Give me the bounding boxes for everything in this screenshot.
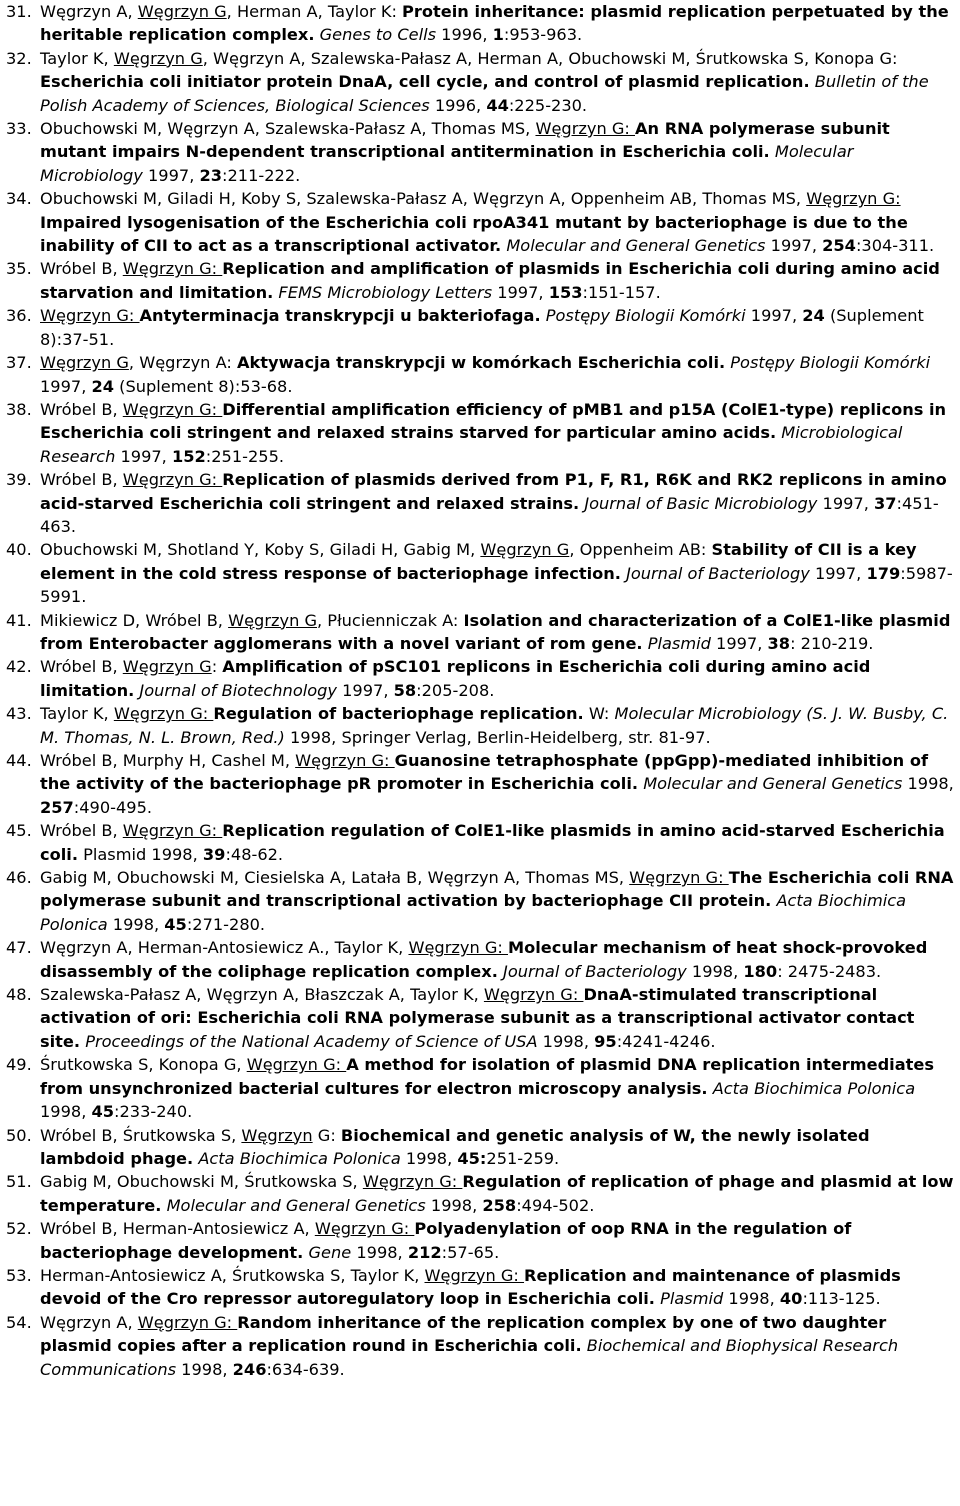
reference-title: Replication regulation of ColE1-like plasmids in amino acid-starved Escherichia coli. bbox=[40, 821, 945, 864]
reference-segment: 1997, bbox=[817, 493, 875, 513]
reference-highlighted-author: Węgrzyn G: bbox=[314, 1219, 415, 1239]
reference-title: 153 bbox=[548, 282, 583, 302]
reference-number: 33. bbox=[6, 119, 32, 139]
reference-number: 38. bbox=[6, 399, 32, 419]
reference-item bbox=[0, 468, 960, 538]
reference-title: A method for isolation of plasmid DNA replication intermediates from unsynchronized bacterial cultures for electron microscopy analysis. bbox=[40, 1055, 935, 1098]
reference-journal: Journal of Bacteriology bbox=[626, 563, 810, 583]
reference-segment: (Suplement 8):53-68. bbox=[114, 376, 293, 396]
reference-number: 49. bbox=[6, 1055, 32, 1075]
reference-highlighted-author: Węgrzyn G: bbox=[40, 306, 140, 326]
reference-title: Antyterminacja transkrypcji u bakteriofaga. bbox=[139, 306, 541, 326]
reference-journal: Journal of Basic Microbiology bbox=[584, 493, 818, 513]
reference-text bbox=[40, 1219, 851, 1261]
reference-item bbox=[0, 702, 960, 749]
reference-segment: 1997, bbox=[40, 376, 92, 396]
reference-title: 212 bbox=[407, 1242, 442, 1262]
reference-title: 44 bbox=[486, 95, 509, 115]
reference-highlighted-author: Węgrzyn G bbox=[137, 2, 227, 21]
reference-number: 45. bbox=[6, 821, 32, 841]
reference-segment: Wróbel B, Murphy H, Cashel M, bbox=[40, 751, 296, 770]
reference-title: Isolation and characterization of a ColE1-like plasmid from Enterobacter agglomerans with a novel variant of rom gene. bbox=[40, 610, 951, 653]
reference-item bbox=[0, 983, 960, 1053]
reference-highlighted-author: Węgrzyn G: bbox=[246, 1055, 347, 1075]
reference-segment: 1996, bbox=[429, 95, 487, 115]
reference-title: 40 bbox=[779, 1289, 803, 1309]
reference-segment: , Węgrzyn A, Szalewska-Pałasz A, Herman A, Obuchowski M, Śrutkowska S, Konopa G: bbox=[202, 48, 898, 68]
reference-title: 45 bbox=[91, 1102, 115, 1122]
reference-segment: :451-463. bbox=[40, 493, 939, 536]
reference-segment: :48-62. bbox=[225, 844, 284, 864]
reference-segment: Mikiewicz D, Wróbel B, bbox=[40, 610, 229, 630]
reference-segment: 1997, bbox=[336, 680, 394, 700]
reference-segment: Wróbel B, bbox=[40, 657, 123, 677]
reference-number: 52. bbox=[6, 1219, 32, 1239]
reference-title: 24 bbox=[802, 306, 825, 326]
reference-segment: Obuchowski M, Węgrzyn A, Szalewska-Pałasz A, Thomas MS, bbox=[40, 119, 536, 139]
reference-title: 45: bbox=[457, 1148, 487, 1168]
reference-title: 246 bbox=[232, 1359, 267, 1379]
reference-title: 38 bbox=[767, 633, 791, 653]
reference-item bbox=[0, 398, 960, 468]
reference-title: Amplification of pSC101 replicons in Escherichia coli during amino acid limitation. bbox=[40, 657, 871, 700]
reference-text bbox=[40, 751, 954, 817]
reference-segment: :4241-4246. bbox=[616, 1031, 716, 1051]
reference-highlighted-author: Węgrzyn G: bbox=[137, 1312, 238, 1332]
reference-title: Stability of CII is a key element in the cold stress response of bacteriophage infection. bbox=[40, 540, 917, 583]
reference-segment: :251-255. bbox=[205, 446, 285, 466]
reference-text bbox=[40, 1266, 901, 1308]
reference-item bbox=[0, 117, 960, 187]
reference-text bbox=[40, 611, 950, 653]
reference-segment: , Węgrzyn A: bbox=[128, 353, 237, 373]
reference-highlighted-author: Węgrzyn G: bbox=[362, 1172, 463, 1192]
reference-item bbox=[0, 1053, 960, 1123]
reference-segment: 1998, bbox=[686, 961, 744, 981]
reference-highlighted-author: Węgrzyn bbox=[241, 1125, 313, 1145]
reference-segment: W: bbox=[583, 704, 615, 724]
reference-number: 40. bbox=[6, 540, 32, 560]
reference-title: 58 bbox=[393, 680, 417, 700]
reference-segment: Gabig M, Obuchowski M, Śrutkowska S, bbox=[40, 1172, 363, 1192]
reference-title: Regulation of bacteriophage replication. bbox=[213, 704, 584, 724]
reference-title: 258 bbox=[482, 1195, 517, 1215]
reference-segment: 1998, bbox=[723, 1289, 780, 1309]
reference-item bbox=[0, 1264, 960, 1311]
reference-journal: Molecular Microbiology bbox=[40, 142, 854, 185]
reference-journal: Acta Biochimica Polonica bbox=[198, 1148, 401, 1168]
reference-item bbox=[0, 538, 960, 608]
reference-segment: : bbox=[211, 657, 223, 677]
reference-segment: 1998, Springer Verlag, Berlin-Heidelberg, str. 81-97. bbox=[284, 727, 711, 747]
reference-segment: Taylor K, bbox=[40, 48, 114, 68]
reference-title: Polyadenylation of oop RNA in the regulation of bacteriophage development. bbox=[40, 1219, 852, 1262]
reference-text bbox=[40, 2, 949, 44]
reference-journal: FEMS Microbiology Letters bbox=[278, 282, 493, 302]
reference-text bbox=[40, 938, 927, 980]
reference-title: 254 bbox=[822, 236, 856, 256]
reference-journal: Acta Biochimica Polonica bbox=[712, 1078, 916, 1098]
reference-text bbox=[40, 119, 890, 185]
reference-segment: (Suplement 8):37-51. bbox=[40, 306, 924, 349]
reference-item bbox=[0, 257, 960, 304]
reference-segment: 1997, bbox=[745, 306, 803, 326]
reference-text bbox=[40, 657, 870, 699]
reference-title: The Escherichia coli RNA polymerase subunit and transcriptional activation by bacteriophage CII protein. bbox=[40, 868, 954, 911]
reference-title: 179 bbox=[866, 563, 901, 583]
reference-journal: Bulletin of the Polish Academy of Sciences, Biological Sciences bbox=[40, 72, 929, 115]
reference-journal: Molecular Microbiology (S. J. W. Busby, C. M. Thomas, N. L. Brown, Red.) bbox=[40, 704, 949, 747]
reference-text bbox=[40, 540, 953, 606]
reference-segment: 1996, bbox=[436, 25, 493, 45]
reference-item bbox=[0, 866, 960, 936]
reference-segment: Wróbel B, bbox=[40, 259, 123, 279]
reference-text bbox=[40, 1313, 898, 1379]
reference-segment: Węgrzyn A, bbox=[40, 1312, 138, 1332]
reference-segment: :634-639. bbox=[266, 1359, 345, 1379]
reference-journal: Molecular and General Genetics bbox=[506, 236, 766, 256]
reference-title: 23 bbox=[199, 165, 223, 185]
reference-title: Differential amplification efficiency of pMB1 and p15A (ColE1-type) replicons in Escherichia coli stringent and relaxed strains starved for particular amino acids. bbox=[40, 399, 947, 443]
reference-segment: :113-125. bbox=[802, 1289, 881, 1309]
reference-title: DnaA-stimulated transcriptional activation of ori: Escherichia coli RNA polymerase subunit as a transcriptional activator contact site. bbox=[40, 985, 915, 1051]
reference-journal: Biochemical and Biophysical Research Communications bbox=[40, 1336, 899, 1379]
reference-segment: :304-311. bbox=[855, 236, 935, 256]
reference-number: 31. bbox=[6, 2, 32, 21]
reference-segment: 1998, bbox=[400, 1148, 458, 1168]
reference-segment: : 2475-2483. bbox=[777, 961, 882, 981]
reference-segment: , Herman A, Taylor K: bbox=[226, 2, 403, 21]
reference-number: 39. bbox=[6, 470, 32, 490]
reference-segment: 1997, bbox=[710, 633, 768, 653]
reference-text bbox=[40, 306, 924, 348]
reference-number: 48. bbox=[6, 985, 32, 1005]
reference-text bbox=[40, 353, 930, 395]
reference-journal: Plasmid bbox=[660, 1289, 724, 1309]
reference-highlighted-author: Węgrzyn G bbox=[480, 540, 570, 560]
reference-segment: , Płucienniczak A: bbox=[317, 610, 464, 630]
reference-number: 54. bbox=[6, 1312, 32, 1332]
reference-segment: Wróbel B, bbox=[40, 821, 123, 841]
reference-segment: :151-157. bbox=[582, 282, 661, 302]
reference-text bbox=[40, 985, 914, 1051]
reference-text bbox=[40, 470, 947, 536]
reference-highlighted-author: Węgrzyn G bbox=[40, 353, 129, 373]
reference-highlighted-author: Węgrzyn G bbox=[228, 610, 318, 630]
reference-item bbox=[0, 187, 960, 257]
reference-journal: Plasmid bbox=[647, 633, 711, 653]
reference-number: 35. bbox=[6, 259, 32, 279]
reference-item bbox=[0, 1217, 960, 1264]
reference-text bbox=[40, 49, 929, 115]
reference-title: 180 bbox=[743, 961, 778, 981]
reference-text bbox=[40, 259, 940, 301]
reference-item bbox=[0, 1311, 960, 1381]
reference-title: Random inheritance of the replication complex by one of two daughter plasmid copies after a replication round in Escherichia coli. bbox=[40, 1312, 887, 1356]
reference-segment: Węgrzyn A, Herman-Antosiewicz A., Taylor K, bbox=[40, 938, 409, 958]
reference-segment: 1998, bbox=[107, 914, 165, 934]
reference-segment: 1998, bbox=[351, 1242, 408, 1262]
reference-number: 41. bbox=[6, 610, 32, 630]
reference-journal: Acta Biochimica Polonica bbox=[40, 891, 907, 934]
reference-highlighted-author: Węgrzyn G: bbox=[122, 399, 223, 419]
reference-segment: Śrutkowska S, Konopa G, bbox=[40, 1055, 247, 1075]
reference-title: 39 bbox=[202, 844, 226, 864]
reference-text bbox=[40, 704, 948, 746]
reference-journal: Journal of Bacteriology bbox=[503, 961, 687, 981]
reference-segment: Węgrzyn A, bbox=[40, 2, 138, 21]
reference-title: Molecular mechanism of heat shock-provoked disassembly of the coliphage replication complex. bbox=[40, 938, 928, 981]
reference-title: Replication and amplification of plasmids in Escherichia coli during amino acid starvation and limitation. bbox=[40, 259, 940, 302]
reference-segment: Wróbel B, bbox=[40, 470, 123, 490]
reference-journal: Molecular and General Genetics bbox=[643, 774, 903, 794]
reference-segment: :225-230. bbox=[508, 95, 588, 115]
reference-segment: :211-222. bbox=[222, 165, 301, 185]
reference-item bbox=[0, 819, 960, 866]
reference-title: Biochemical and genetic analysis of W, the newly isolated lambdoid phage. bbox=[40, 1125, 870, 1168]
reference-item bbox=[0, 1170, 960, 1217]
reference-segment: Obuchowski M, Giladi H, Koby S, Szalewska-Pałasz A, Węgrzyn A, Oppenheim AB, Thomas MS, bbox=[40, 189, 807, 209]
reference-journal: Journal of Biotechnology bbox=[139, 680, 337, 700]
reference-number: 50. bbox=[6, 1125, 32, 1145]
reference-segment: , Oppenheim AB: bbox=[569, 540, 712, 560]
reference-number: 42. bbox=[6, 657, 32, 677]
reference-segment: 1998, bbox=[425, 1195, 483, 1215]
reference-journal: Microbiological Research bbox=[40, 423, 903, 466]
reference-journal: Postępy Biologii Komórki bbox=[545, 306, 746, 326]
reference-segment: :953-963. bbox=[503, 25, 583, 45]
reference-text bbox=[40, 1055, 934, 1121]
reference-text bbox=[40, 868, 953, 934]
reference-segment: Herman-Antosiewicz A, Śrutkowska S, Taylor K, bbox=[40, 1265, 425, 1285]
reference-item bbox=[0, 936, 960, 983]
reference-highlighted-author: Węgrzyn G: bbox=[295, 751, 395, 770]
reference-segment: :494-502. bbox=[516, 1195, 595, 1215]
reference-title: An RNA polymerase subunit mutant impairs N-dependent transcriptional antitermination in Escherichia coli. bbox=[40, 119, 890, 162]
reference-segment: 1997, bbox=[809, 563, 867, 583]
reference-segment: Taylor K, bbox=[40, 704, 114, 724]
reference-number: 47. bbox=[6, 938, 32, 958]
reference-segment: 1998, bbox=[902, 774, 954, 794]
reference-item bbox=[0, 1124, 960, 1171]
reference-highlighted-author: Węgrzyn G: bbox=[806, 189, 901, 209]
reference-segment: :5987-5991. bbox=[40, 563, 953, 607]
reference-segment: :271-280. bbox=[186, 914, 266, 934]
reference-title: Guanosine tetraphosphate (ppGpp)-mediated inhibition of the activity of the bacteriophage pR promoter in Escherichia coli. bbox=[40, 751, 928, 794]
reference-title: 95 bbox=[594, 1031, 617, 1051]
reference-title: Replication of plasmids derived from P1, F, R1, R6K and RK2 replicons in amino acid-starved Escherichia coli stringent and relaxed strains. bbox=[40, 470, 947, 513]
reference-highlighted-author: Węgrzyn G bbox=[113, 48, 203, 68]
reference-segment: Gabig M, Obuchowski M, Ciesielska A, Latała B, Węgrzyn A, Thomas MS, bbox=[40, 868, 630, 888]
reference-segment: :233-240. bbox=[114, 1102, 193, 1122]
reference-highlighted-author: Węgrzyn G: bbox=[122, 821, 223, 841]
reference-highlighted-author: Węgrzyn G: bbox=[113, 704, 214, 724]
reference-segment: Szalewska-Pałasz A, Węgrzyn A, Błaszczak A, Taylor K, bbox=[40, 985, 484, 1005]
reference-segment: 1998, bbox=[537, 1031, 595, 1051]
reference-number: 53. bbox=[6, 1265, 32, 1285]
reference-number: 43. bbox=[6, 704, 32, 724]
reference-title: Replication and maintenance of plasmids devoid of the Cro repressor autoregulatory loop in Escherichia coli. bbox=[40, 1265, 901, 1309]
reference-text bbox=[40, 821, 945, 863]
reference-journal: Proceedings of the National Academy of Science of USA bbox=[85, 1031, 538, 1051]
reference-title: 1 bbox=[492, 25, 504, 45]
reference-number: 46. bbox=[6, 868, 32, 888]
reference-number: 44. bbox=[6, 751, 32, 770]
reference-segment: 1997, bbox=[765, 236, 823, 256]
reference-segment: Plasmid 1998, bbox=[77, 844, 203, 864]
reference-journal: Postępy Biologii Komórki bbox=[730, 353, 931, 373]
reference-highlighted-author: Węgrzyn G bbox=[122, 657, 212, 677]
reference-segment: : 210-219. bbox=[790, 633, 874, 653]
reference-journal: Gene bbox=[308, 1242, 352, 1262]
reference-highlighted-author: Węgrzyn G: bbox=[122, 470, 223, 490]
reference-journal: Genes to Cells bbox=[319, 25, 437, 45]
reference-item bbox=[0, 304, 960, 351]
reference-segment: 1997, bbox=[115, 446, 172, 466]
reference-title: 152 bbox=[171, 446, 206, 466]
reference-segment: G: bbox=[312, 1125, 341, 1145]
reference-segment: Wróbel B, bbox=[40, 399, 123, 419]
reference-number: 37. bbox=[6, 353, 32, 373]
reference-item bbox=[0, 351, 960, 398]
reference-item bbox=[0, 0, 960, 47]
reference-segment: 1997, bbox=[142, 165, 200, 185]
reference-segment: Wróbel B, Herman-Antosiewicz A, bbox=[40, 1219, 315, 1239]
reference-title: Regulation of replication of phage and plasmid at low temperature. bbox=[40, 1172, 954, 1215]
reference-item bbox=[0, 609, 960, 656]
reference-title: Escherichia coli initiator protein DnaA, cell cycle, and control of plasmid replication. bbox=[40, 72, 810, 92]
reference-title: Aktywacja transkrypcji w komórkach Escherichia coli. bbox=[236, 353, 726, 373]
reference-highlighted-author: Węgrzyn G: bbox=[535, 119, 635, 139]
reference-segment: :57-65. bbox=[441, 1242, 500, 1262]
reference-journal: Molecular and General Genetics bbox=[166, 1195, 426, 1215]
reference-text bbox=[40, 400, 946, 466]
reference-segment: 1998, bbox=[176, 1359, 233, 1379]
reference-highlighted-author: Węgrzyn G: bbox=[483, 985, 584, 1005]
reference-title: 45 bbox=[164, 914, 187, 934]
reference-title: Protein inheritance: plasmid replication perpetuated by the heritable replication complex. bbox=[40, 2, 949, 45]
reference-text bbox=[40, 1126, 870, 1168]
reference-segment: 251-259. bbox=[486, 1148, 560, 1168]
reference-number: 34. bbox=[6, 189, 32, 209]
reference-segment: :490-495. bbox=[73, 797, 153, 817]
reference-number: 36. bbox=[6, 306, 32, 326]
reference-segment: :205-208. bbox=[416, 680, 495, 700]
reference-text bbox=[40, 1172, 953, 1214]
reference-segment: Wróbel B, Śrutkowska S, bbox=[40, 1125, 242, 1145]
reference-item bbox=[0, 47, 960, 117]
reference-title: Impaired lysogenisation of the Escherichia coli rpoA341 mutant by bacteriophage is due to the inability of CII to act as a transcriptional activator. bbox=[40, 212, 908, 256]
reference-highlighted-author: Węgrzyn G: bbox=[424, 1265, 525, 1285]
reference-highlighted-author: Węgrzyn G: bbox=[122, 259, 223, 279]
reference-text bbox=[40, 189, 934, 255]
reference-title: 37 bbox=[874, 493, 897, 513]
reference-number: 51. bbox=[6, 1172, 32, 1192]
reference-item bbox=[0, 749, 960, 819]
reference-highlighted-author: Węgrzyn G: bbox=[629, 868, 729, 888]
reference-highlighted-author: Węgrzyn G: bbox=[408, 938, 508, 958]
reference-item bbox=[0, 655, 960, 702]
reference-title: 24 bbox=[91, 376, 115, 396]
reference-segment: 1997, bbox=[492, 282, 549, 302]
reference-segment: 1998, bbox=[40, 1102, 92, 1122]
reference-segment: Obuchowski M, Shotland Y, Koby S, Giladi H, Gabig M, bbox=[40, 540, 481, 560]
reference-title: 257 bbox=[40, 797, 74, 817]
reference-number: 32. bbox=[6, 48, 32, 68]
